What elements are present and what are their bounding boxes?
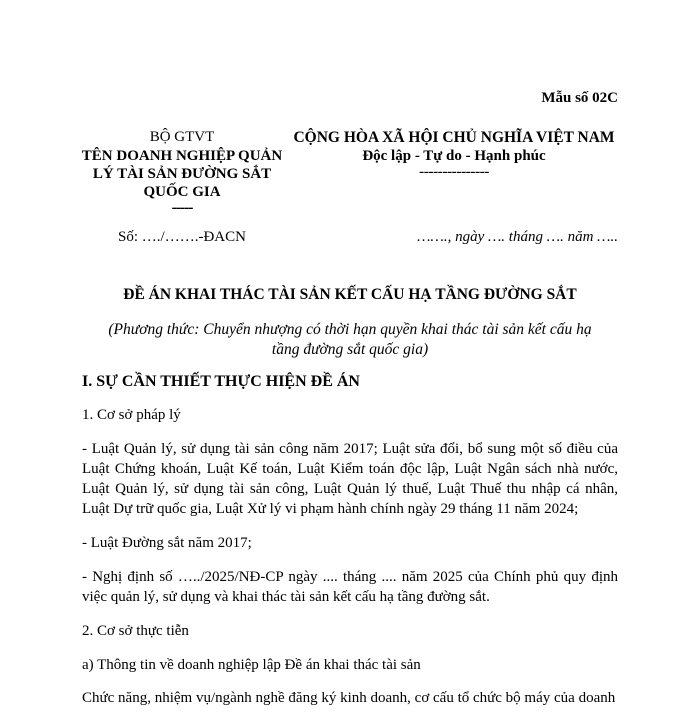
issuer-block [72, 128, 292, 215]
nation-name: CỘNG HÒA XÃ HỘI CHỦ NGHĨA VIỆT NAM [293, 129, 615, 146]
document-subtitle: (Phương thức: Chuyển nhượng có thời hạn quyền khai thác tài sản kết cấu hạ tầng đường sắt quốc gia) [108, 321, 592, 358]
subsection-heading: 2. Cơ sở thực tiễn [82, 623, 189, 639]
org-name-line-1: TÊN DOANH NGHIỆP QUẢN [81, 148, 283, 164]
list-item: a) Thông tin về doanh nghiệp lập Đề án khai thác tài sản [82, 657, 421, 673]
paragraph-decree: - Nghị định số …../2025/NĐ-CP ngày .... tháng .... năm 2025 của Chính phủ quy định việc quản lý, sử dụng và khai thác tài sản kết cấu hạ tầng đường sắt. [82, 569, 618, 605]
section-heading: I. SỰ CẦN THIẾT THỰC HIỆN ĐỀ ÁN [82, 373, 360, 390]
national-heading [290, 128, 618, 179]
document-title: ĐỀ ÁN KHAI THÁC TÀI SẢN KẾT CẤU HẠ TẦNG ĐƯỜNG SẮT [123, 286, 577, 303]
agency-name: BỘ GTVT [149, 129, 215, 145]
document-number: Số: …./…….-ĐACN [118, 229, 246, 245]
org-rule: ----- [171, 199, 193, 216]
document-body [82, 373, 618, 722]
motto-rule: --------------- [419, 163, 489, 180]
paragraph-laws: - Luật Quản lý, sử dụng tài sản công năm 2017; Luật sửa đổi, bổ sung một số điều của Luật Chứng khoán, Luật Kế toán, Luật Kiểm toán độc lập, Luật Ngân sách nhà nước, Luật Quản lý, sử dụng tài sản công, Luật Quản lý thuế, Luật Thuế thu nhập cá nhân, Luật Dự trữ quốc gia, Luật Xử lý vi phạm hành chính ngày 29 tháng 11 năm 2024; [82, 441, 618, 517]
paragraph-truncated: Chức năng, nhiệm vụ/ngành nghề đăng ký kinh doanh, cơ cấu tổ chức bộ máy của doanh [82, 690, 616, 706]
org-name-line-2: LÝ TÀI SẢN ĐƯỜNG SẮT [92, 166, 272, 182]
national-motto: Độc lập - Tự do - Hạnh phúc [362, 148, 546, 164]
org-name-line-3: QUỐC GIA [143, 184, 221, 200]
subsection-heading: 1. Cơ sở pháp lý [82, 407, 181, 423]
date-line: ……., ngày …. tháng …. năm ….. [417, 229, 618, 245]
paragraph-railway-law: - Luật Đường sắt năm 2017; [82, 535, 252, 551]
form-code: Mẫu số 02C [541, 90, 618, 106]
